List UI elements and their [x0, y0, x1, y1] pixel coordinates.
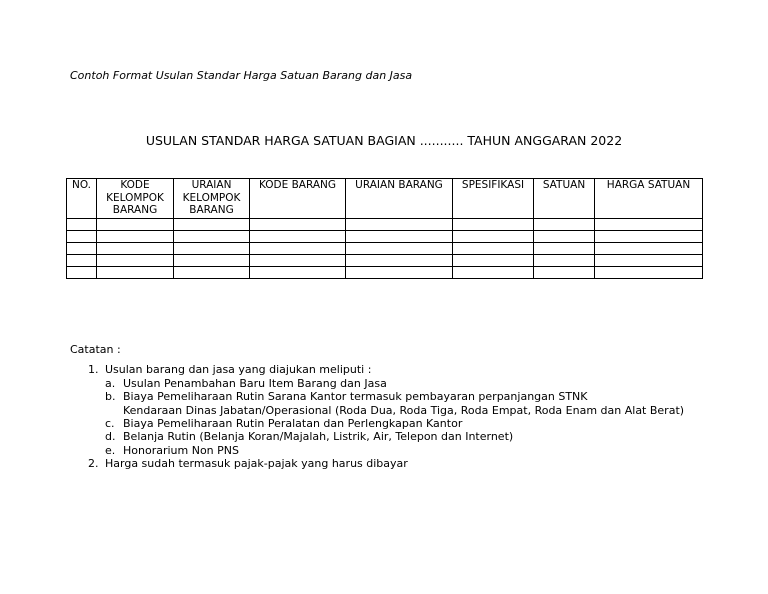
note-sub-letter: e.	[105, 443, 116, 457]
document-caption: Contoh Format Usulan Standar Harga Satuan Barang dan Jasa	[70, 69, 413, 82]
note-sub-item	[105, 430, 684, 443]
table-cell[interactable]	[346, 254, 453, 266]
table-cell[interactable]	[67, 218, 97, 230]
table-row	[67, 266, 703, 278]
table-cell[interactable]	[250, 266, 346, 278]
note-sub-text: Honorarium Non PNS	[123, 443, 239, 457]
header-satuan: SATUAN	[534, 179, 595, 219]
table-cell[interactable]	[97, 266, 174, 278]
note-sub-item	[105, 417, 684, 430]
note-number: 2.	[88, 457, 99, 471]
table-cell[interactable]	[174, 218, 250, 230]
notes-list	[70, 363, 684, 470]
note-sub-text-continued: Kendaraan Dinas Jabatan/Operasional (Roda Dua, Roda Tiga, Roda Empat, Roda Enam dan Alat Berat)	[123, 403, 685, 417]
table-cell[interactable]	[453, 242, 534, 254]
table-cell[interactable]	[97, 218, 174, 230]
table-cell[interactable]	[534, 230, 595, 242]
header-harga-satuan: HARGA SATUAN	[595, 179, 703, 219]
table-cell[interactable]	[534, 218, 595, 230]
table-cell[interactable]	[453, 266, 534, 278]
table-cell[interactable]	[97, 254, 174, 266]
table-row	[67, 218, 703, 230]
table-cell[interactable]	[595, 218, 703, 230]
table-header-row	[67, 179, 703, 219]
table-cell[interactable]	[595, 230, 703, 242]
table-cell[interactable]	[453, 218, 534, 230]
header-spesifikasi: SPESIFIKASI	[453, 179, 534, 219]
note-item	[70, 363, 684, 457]
note-sub-text: Belanja Rutin (Belanja Koran/Majalah, Listrik, Air, Telepon dan Internet)	[123, 430, 514, 444]
note-sub-text: Biaya Pemeliharaan Rutin Sarana Kantor termasuk pembayaran perpanjangan STNK	[123, 390, 588, 404]
table-cell[interactable]	[67, 266, 97, 278]
note-item	[70, 457, 684, 470]
note-sub-item	[105, 390, 684, 417]
table-cell[interactable]	[595, 242, 703, 254]
table-cell[interactable]	[453, 230, 534, 242]
table-cell[interactable]	[346, 218, 453, 230]
table-cell[interactable]	[67, 242, 97, 254]
table-cell[interactable]	[250, 242, 346, 254]
note-sub-letter: c.	[105, 417, 115, 431]
note-number: 1.	[88, 363, 99, 377]
note-sub-letter: d.	[105, 430, 116, 444]
table-cell[interactable]	[250, 230, 346, 242]
document-title: USULAN STANDAR HARGA SATUAN BAGIAN ........... TAHUN ANGGARAN 2022	[145, 133, 623, 148]
table-cell[interactable]	[174, 254, 250, 266]
header-no: NO.	[67, 179, 97, 219]
table-cell[interactable]	[346, 230, 453, 242]
table-cell[interactable]	[174, 266, 250, 278]
note-sub-text: Usulan Penambahan Baru Item Barang dan Jasa	[123, 376, 387, 390]
table-cell[interactable]	[97, 242, 174, 254]
table-cell[interactable]	[534, 254, 595, 266]
header-kode-barang: KODE BARANG	[250, 179, 346, 219]
note-sub-text: Biaya Pemeliharaan Rutin Peralatan dan Perlengkapan Kantor	[123, 417, 463, 431]
table-row	[67, 242, 703, 254]
table-cell[interactable]	[534, 242, 595, 254]
table-cell[interactable]	[595, 254, 703, 266]
note-sub-letter: b.	[105, 390, 116, 404]
table-row	[67, 254, 703, 266]
table-cell[interactable]	[250, 254, 346, 266]
table-cell[interactable]	[174, 230, 250, 242]
table-cell[interactable]	[174, 242, 250, 254]
table-cell[interactable]	[67, 230, 97, 242]
table-row	[67, 230, 703, 242]
note-text: Usulan barang dan jasa yang diajukan meliputi :	[105, 363, 372, 377]
header-uraian-barang: URAIAN BARANG	[346, 179, 453, 219]
table-cell[interactable]	[534, 266, 595, 278]
table-cell[interactable]	[595, 266, 703, 278]
table-cell[interactable]	[250, 218, 346, 230]
notes-section	[70, 343, 684, 471]
table-cell[interactable]	[97, 230, 174, 242]
usulan-table	[66, 178, 703, 279]
note-sub-item	[105, 377, 684, 390]
table-cell[interactable]	[453, 254, 534, 266]
table-cell[interactable]	[346, 242, 453, 254]
table-cell[interactable]	[67, 254, 97, 266]
header-kode-kelompok-barang: KODE KELOMPOK BARANG	[97, 179, 174, 219]
notes-label: Catatan :	[70, 343, 121, 356]
header-uraian-kelompok-barang: URAIAN KELOMPOK BARANG	[174, 179, 250, 219]
note-sub-list	[105, 377, 684, 457]
table-cell[interactable]	[346, 266, 453, 278]
note-sub-letter: a.	[105, 376, 116, 390]
note-sub-item	[105, 444, 684, 457]
note-text: Harga sudah termasuk pajak-pajak yang harus dibayar	[105, 457, 408, 471]
